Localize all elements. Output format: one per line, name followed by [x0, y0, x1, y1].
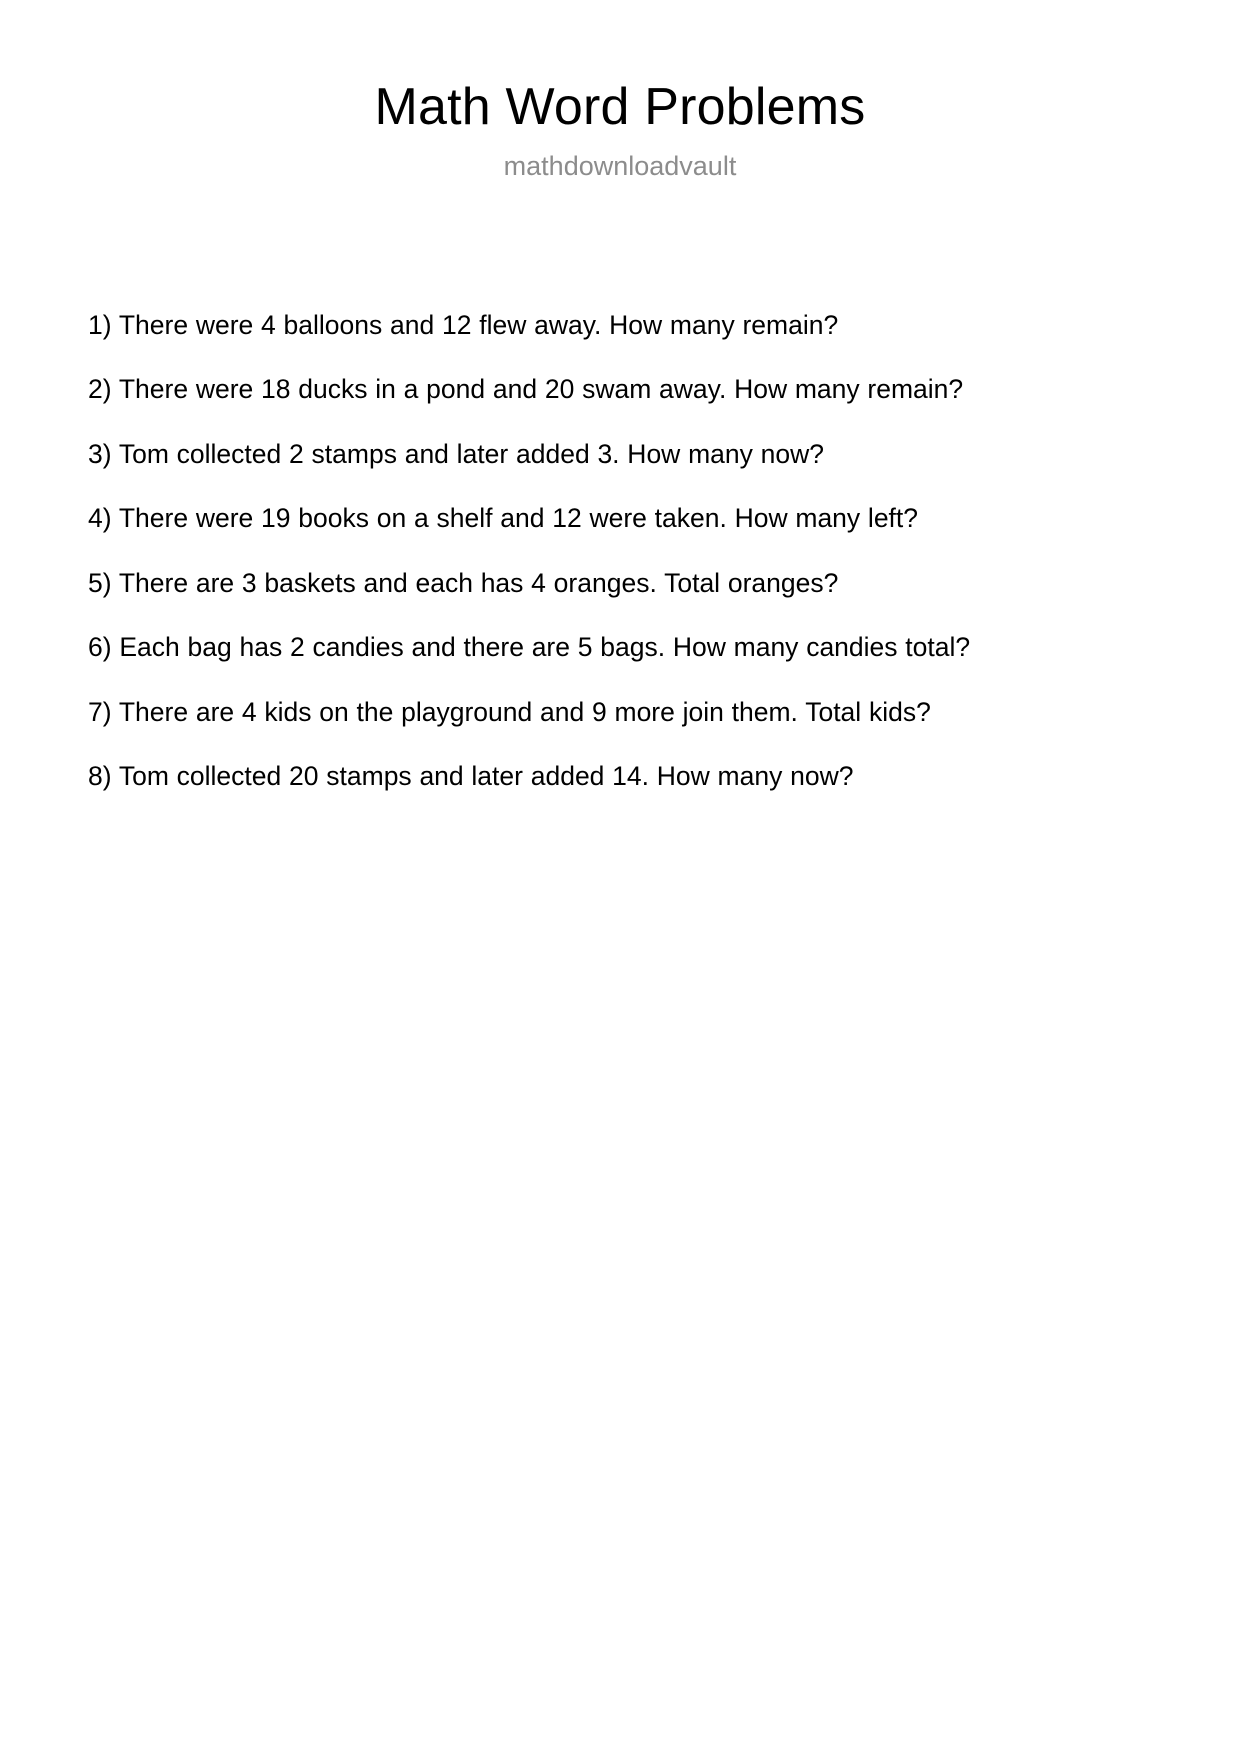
problem-list	[88, 306, 1000, 795]
problem-item: 3) Tom collected 2 stamps and later added 3. How many now?	[88, 438, 824, 469]
problem-item: 7) There are 4 kids on the playground and 9 more join them. Total kids?	[88, 696, 931, 727]
page-title: Math Word Problems	[374, 78, 866, 136]
problem-item: 5) There are 3 baskets and each has 4 oranges. Total oranges?	[88, 567, 839, 598]
document-header	[0, 78, 1240, 183]
problem-item: 4) There were 19 books on a shelf and 12 were taken. How many left?	[88, 503, 919, 534]
problem-item: 1) There were 4 balloons and 12 flew away. How many remain?	[88, 310, 839, 340]
problem-item: 6) Each bag has 2 candies and there are 5 bags. How many candies total?	[88, 632, 971, 663]
problem-item: 8) Tom collected 20 stamps and later added 14. How many now?	[88, 760, 854, 791]
problem-item: 2) There were 18 ducks in a pond and 20 swam away. How many remain?	[88, 374, 964, 405]
page-subtitle: mathdownloadvault	[503, 151, 737, 182]
